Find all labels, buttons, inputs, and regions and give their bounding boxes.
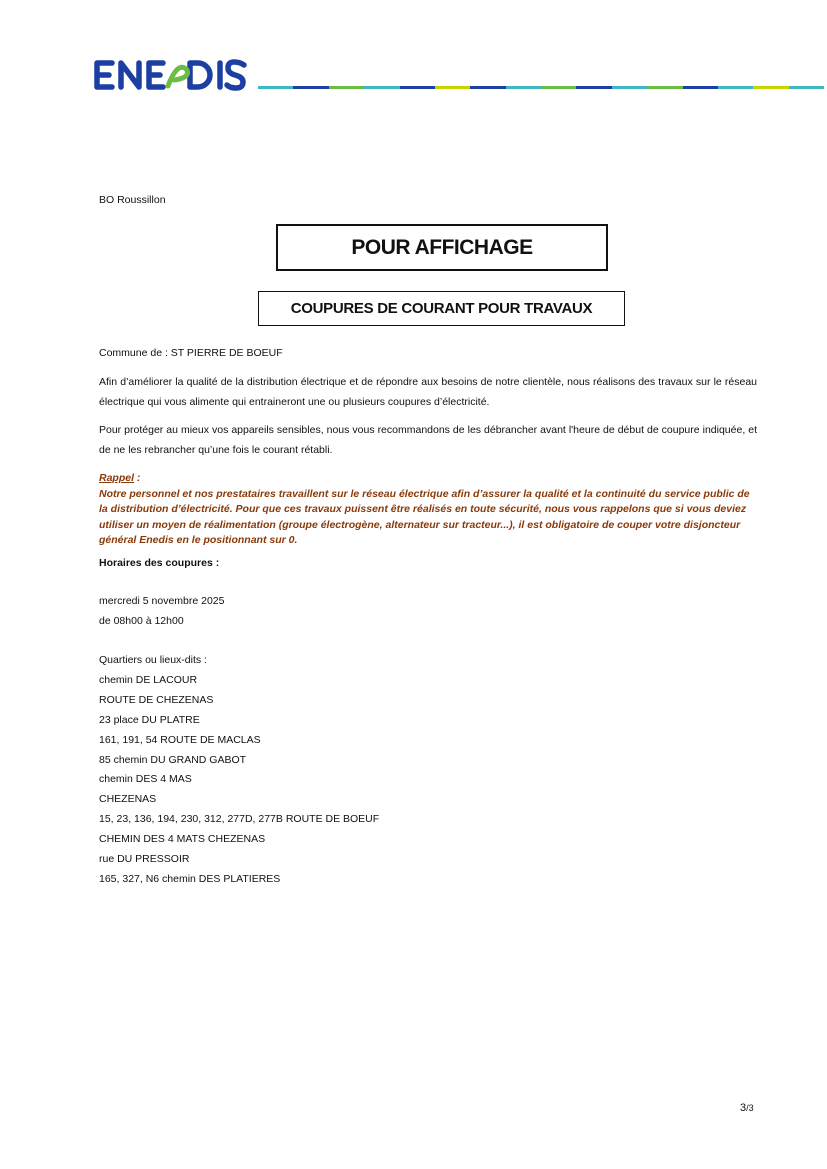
- commune-line: Commune de : ST PIERRE DE BOEUF: [99, 347, 283, 359]
- list-item: 161, 191, 54 ROUTE DE MACLAS: [99, 733, 261, 746]
- list-item: 15, 23, 136, 194, 230, 312, 277D, 277B ROUTE DE BOEUF: [99, 813, 380, 826]
- enedis-logo: [92, 58, 248, 92]
- notice-title: POUR AFFICHAGE: [276, 224, 608, 271]
- advice-paragraph: Pour protéger au mieux vos appareils sensibles, nous vous recommandons de les débrancher avant l'heure de début de coupure indiquée, et de ne les rebrancher qu’une fois le courant rétabli.: [99, 424, 757, 456]
- list-item: 85 chemin DU GRAND GABOT: [99, 753, 247, 766]
- outage-date: mercredi 5 novembre 2025: [99, 595, 225, 607]
- page-current: 3: [740, 1102, 747, 1114]
- header-line-segment: [647, 86, 682, 89]
- list-item: chemin DE LACOUR: [99, 673, 198, 686]
- header-line-segment: [293, 86, 328, 89]
- list-item: 23 place DU PLATRE: [99, 713, 200, 726]
- list-item: CHEZENAS: [99, 793, 157, 806]
- reminder-block: [99, 471, 757, 549]
- intro-paragraph: Afin d’améliorer la qualité de la distribution électrique et de répondre aux besoins de notre clientèle, nous réalisons des travaux sur le réseau électrique qui vous alimente qui entraineront une ou plusieurs coupures d’électricité.: [99, 376, 757, 408]
- header-line-segment: [329, 86, 364, 89]
- schedule-label: Horaires des coupures :: [99, 557, 220, 569]
- header-line-segment: [258, 86, 293, 89]
- list-item: ROUTE DE CHEZENAS: [99, 693, 214, 706]
- notice-subtitle: COUPURES DE COURANT POUR TRAVAUX: [258, 291, 625, 326]
- header-decorative-line: [258, 86, 824, 89]
- list-item: chemin DES 4 MAS: [99, 773, 192, 786]
- page-number: [740, 1102, 754, 1114]
- header-line-segment: [718, 86, 753, 89]
- header-line-segment: [612, 86, 647, 89]
- header-line-segment: [789, 86, 824, 89]
- list-item: rue DU PRESSOIR: [99, 853, 190, 866]
- header-line-segment: [506, 86, 541, 89]
- page-total: /3: [746, 1103, 754, 1113]
- list-item: CHEMIN DES 4 MATS CHEZENAS: [99, 833, 266, 846]
- header-line-segment: [435, 86, 470, 89]
- header-line-segment: [400, 86, 435, 89]
- header-line-segment: [683, 86, 718, 89]
- sender-label: BO Roussillon: [99, 194, 166, 206]
- list-item: 165, 327, N6 chemin DES PLATIERES: [99, 872, 281, 885]
- header-line-segment: [364, 86, 399, 89]
- header-line-segment: [541, 86, 576, 89]
- locations-list: [99, 651, 379, 890]
- locations-label: Quartiers ou lieux-dits :: [99, 654, 207, 666]
- reminder-title: Rappel: [99, 472, 135, 484]
- outage-time: de 08h00 à 12h00: [99, 615, 184, 627]
- header-line-segment: [753, 86, 788, 89]
- header-line-segment: [470, 86, 505, 89]
- header-line-segment: [576, 86, 611, 89]
- reminder-text: Notre personnel et nos prestataires travaillent sur le réseau électrique afin d’assurer la qualité et la continuité du service public de la distribution d’électricité. Pour que ces travaux puissent être réalisés en toute sécurité, nous vous rappelons que si vous deviez utiliser un moyen de réalimentation (groupe électrogène, alternateur sur tracteur...), il est obligatoire de couper votre disjoncteur général Enedis en le positionnant sur 0.: [99, 487, 750, 546]
- reminder-colon: :: [134, 472, 141, 484]
